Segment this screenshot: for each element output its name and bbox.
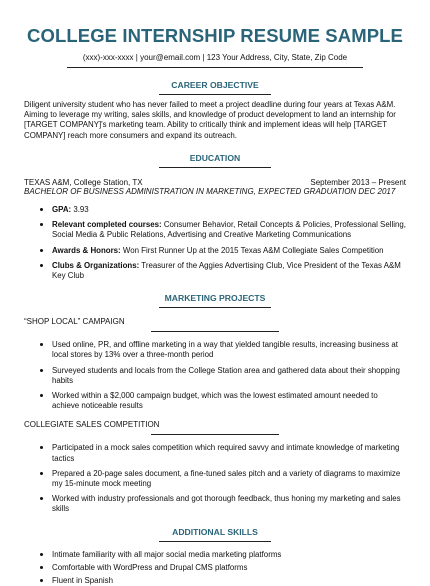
- list-item: • Used online, PR, and offline marketing in a way that yielded tangible results, increasing business at local stores by 13% over a three-month period: [52, 339, 406, 360]
- education-list: [24, 204, 406, 281]
- projects-divider: [159, 307, 271, 308]
- contact-line: (xxx)-xxx-xxxx | your@email.com | 123 Your Address, City, State, Zip Code: [82, 53, 348, 62]
- list-item: [52, 204, 406, 215]
- item-label: GPA:: [52, 205, 72, 215]
- project-title: COLLEGIATE SALES COMPETITION: [24, 420, 160, 430]
- item-text: 3.93: [71, 205, 89, 215]
- objective-divider: [159, 94, 271, 95]
- projects-heading: MARKETING PROJECTS: [164, 293, 266, 304]
- item-text: Won First Runner Up at the 2015 Texas A&M Collegiate Sales Competition: [120, 245, 384, 255]
- project-title: “SHOP LOCAL” CAMPAIGN: [24, 317, 125, 327]
- school-name: TEXAS A&M, College Station, TX: [24, 177, 143, 187]
- item-text: Consumer Behavior, Retail Concepts & Policies, Professional Selling, Social Media & Public Relations, Advertising and Creative Marketing Communications: [52, 220, 406, 240]
- list-item: • Worked with industry professionals and got thorough feedback, thus honing my marketing and sales skills: [52, 493, 406, 514]
- education-divider: [159, 167, 271, 168]
- list-item: • Fluent in Spanish: [52, 575, 406, 586]
- item-text: Treasurer of the Aggies Advertising Club, Vice President of the Texas A&M Key Club: [52, 260, 401, 281]
- project-bullets: [24, 339, 406, 411]
- objective-heading: CAREER OBJECTIVE: [171, 80, 259, 90]
- list-item: [52, 219, 406, 240]
- education-dates: September 2013 – Present: [310, 177, 406, 187]
- list-item: • Intimate familiarity with all major social media marketing platforms: [52, 549, 406, 560]
- list-item: • Surveyed students and locals from the College Station area and gathered data about their shopping habits: [52, 365, 406, 386]
- item-label: Awards & Honors:: [52, 245, 121, 255]
- contact-divider: [67, 67, 363, 68]
- list-item: • Prepared a 20-page sales document, a fine-tuned sales pitch and a variety of diagrams to maximize my 15-minute mock meeting: [52, 468, 406, 489]
- list-item: [52, 260, 406, 281]
- project-divider: [151, 434, 279, 435]
- project-divider: [151, 331, 279, 332]
- skills-list: [24, 549, 406, 586]
- education-heading: EDUCATION: [189, 152, 241, 163]
- item-label: Clubs & Organizations:: [52, 260, 140, 270]
- list-item: [52, 245, 406, 256]
- list-item: • Participated in a mock sales competition which required savvy and intimate knowledge of marketing tactics: [52, 442, 406, 463]
- education-school-row: [24, 178, 406, 187]
- item-label: Relevant completed courses:: [52, 220, 162, 230]
- objective-text: Diligent university student who has never failed to meet a project deadline during four years at Texas A&M. Aiming to leverage my writing, sales skills, and knowledge of product development to land an internship for [TARGET COMPANY]'s marketing team. Ability to critically think and implement ideas will help [TARGET COMPANY] reach more consumers and expand its outreach.: [24, 100, 396, 140]
- project-bullets: [24, 442, 406, 514]
- skills-heading: ADDITIONAL SKILLS: [172, 526, 258, 537]
- resume-title: COLLEGE INTERNSHIP RESUME SAMPLE: [27, 25, 403, 46]
- list-item: • Worked within a $2,000 campaign budget, which was the lowest estimated amount needed to achieve noticeable results: [52, 390, 406, 411]
- degree-title: BACHELOR OF BUSINESS ADMINISTRATION IN MARKETING, EXPECTED GRADUATION DEC 2017: [24, 186, 396, 196]
- skills-divider: [159, 541, 271, 542]
- list-item: • Comfortable with WordPress and Drupal CMS platforms: [52, 562, 406, 573]
